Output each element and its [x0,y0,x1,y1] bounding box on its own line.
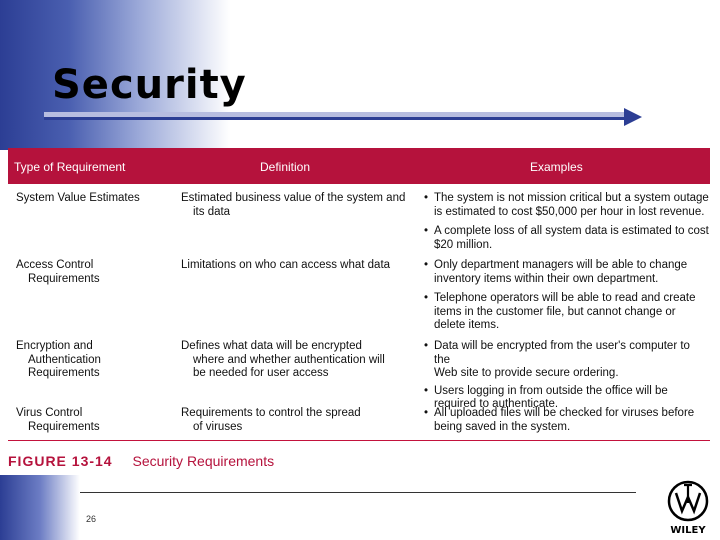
row-4-def-line-1: Requirements to control the spread [181,407,361,419]
example-line: is estimated to cost $50,000 per hour in lost revenue. [434,205,705,218]
footer-divider [80,492,636,493]
example-line: • All uploaded files will be checked for viruses before [434,407,695,419]
row-2-type [16,259,176,286]
title-underline-arrow [44,108,644,128]
wiley-logo [662,479,714,537]
header-type: Type of Requirement [14,160,126,174]
page-number: 26 [86,514,97,524]
example-line: • A complete loss of all system data is estimated to cost [434,225,709,237]
row-2-examples [424,259,709,339]
row-3-examples [424,340,709,418]
row-3-def-line-3: be needed for user access [193,367,329,379]
row-3-def-line-1: Defines what data will be encrypted [181,340,362,352]
row-3-type-line-3: Requirements [28,367,100,379]
list-item [424,259,709,286]
table-header [8,148,710,184]
row-3-type-line-2: Authentication [28,353,101,366]
row-2-definition [181,259,411,273]
example-line: required to authenticate. [434,398,559,410]
list-item [424,192,709,219]
example-line: • Data will be encrypted from the user's computer to the [434,340,690,366]
figure-number: FIGURE 13-14 [8,453,113,469]
row-1-definition [181,192,411,219]
row-1-type [16,192,176,206]
row-3-type [16,340,176,381]
row-4-type-line-2: Requirements [28,420,100,433]
example-line: being saved in the system. [434,420,571,433]
example-line: • Telephone operators will be able to read and create [434,292,696,304]
security-requirements-figure [8,148,710,441]
row-4-def-line-2: of viruses [193,420,243,433]
list-item [424,225,709,252]
list-item [424,407,709,434]
row-4-examples [424,407,709,440]
example-line: • Only department managers will be able to change [434,259,688,271]
example-line: • Users logging in from outside the office will be [434,384,668,397]
wiley-logo-text: WILEY [670,525,706,536]
list-item [424,292,709,333]
row-4-definition [181,407,411,434]
row-2-type-line-2: Requirements [28,272,100,285]
header-definition: Definition [260,160,311,174]
row-2-def-line-1: Limitations on who can access what data [181,259,391,271]
figure-caption-text: Security Requirements [132,453,275,469]
row-1-def-line-2: its data [193,205,231,218]
slide-title: Security [52,62,247,108]
header-examples: Examples [530,160,583,174]
row-4-type [16,407,176,434]
row-1-examples [424,192,709,258]
example-line: inventory items within their own department. [434,272,659,285]
bottom-gradient-band [0,475,80,540]
row-3-def-line-2: where and whether authentication will [193,353,385,366]
row-4-type-line-1: Virus Control [16,407,83,419]
example-line: Web site to provide secure ordering. [434,367,619,379]
list-item [424,340,709,381]
example-line: items in the customer file, but cannot change or [434,305,676,318]
row-3-definition [181,340,411,381]
row-1-def-line-1: Estimated business value of the system and [181,192,406,204]
row-3-type-line-1: Encryption and [16,340,93,352]
example-line: delete items. [434,319,500,331]
figure-caption [8,453,274,469]
example-line: $20 million. [434,238,493,251]
row-2-type-line-1: Access Control [16,259,94,271]
example-line: • The system is not mission critical but a system outage [434,192,709,204]
row-1-type-text: System Value Estimates [16,192,140,204]
